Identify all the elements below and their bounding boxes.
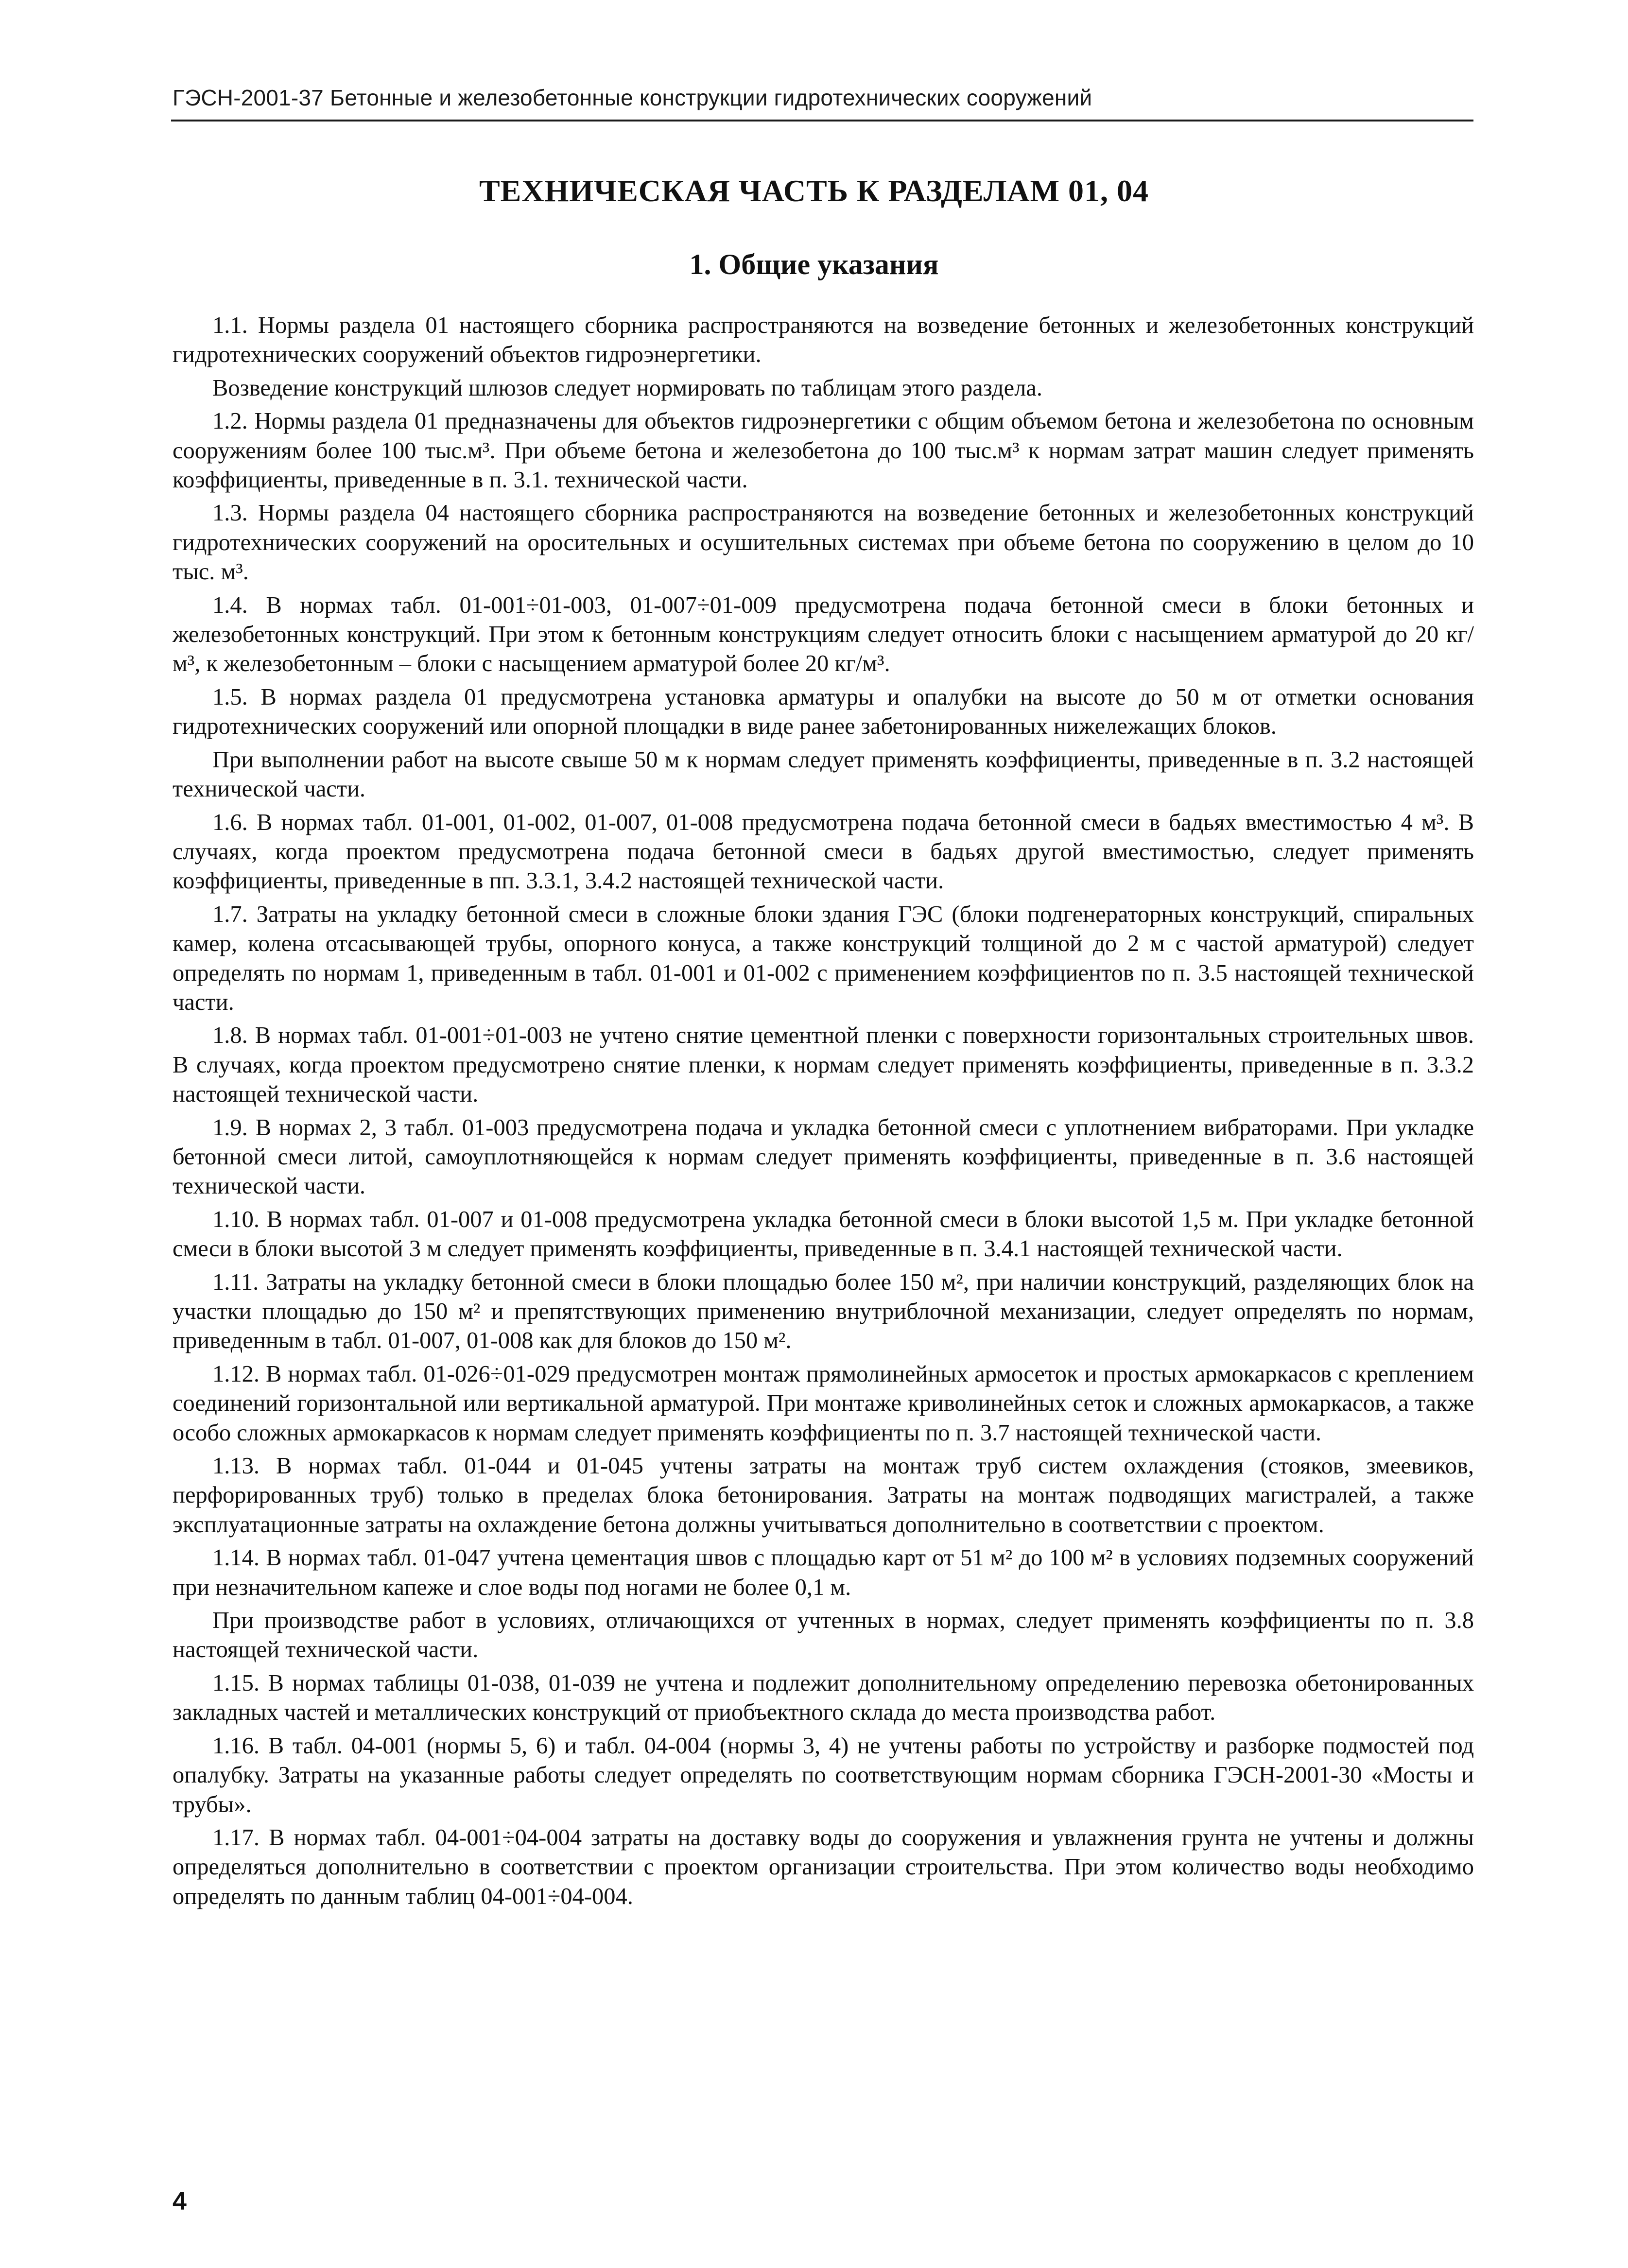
paragraph: 1.3. Нормы раздела 04 настоящего сборника распространяются на возведение бетонных и железобетонных конструкций гидротехнических сооружений на оросительных и осушительных системах при объеме бетона по сооружению в целом до 10 тыс. м³. [173, 500, 1474, 585]
body-text [173, 311, 1474, 1911]
paragraph: 1.7. Затраты на укладку бетонной смеси в сложные блоки здания ГЭС (блоки подгенераторных конструкций, спиральных камер, колена отсасывающей трубы, опорного конуса, а также конструкций толщиной до 2 м с частой арматурой) следует определять по нормам 1, приведенным в табл. 01-001 и 01-002 с применением коэффициентов по п. 3.5 настоящей технической части. [173, 901, 1474, 1015]
header-rule [171, 120, 1473, 121]
page-title: ТЕХНИЧЕСКАЯ ЧАСТЬ К РАЗДЕЛАМ 01, 04 [479, 173, 1149, 208]
paragraph: 1.6. В нормах табл. 01-001, 01-002, 01-007, 01-008 предусмотрена подача бетонной смеси в бадьях вместимостью 4 м³. В случаях, когда проектом предусмотрена подача бетонной смеси в бадьях другой вместимостью, следует применять коэффициенты, приведенные в пп. 3.3.1, 3.4.2 настоящей технической части. [173, 809, 1474, 894]
paragraph: При производстве работ в условиях, отличающихся от учтенных в нормах, следует применять коэффициенты по п. 3.8 настоящей технической части. [173, 1608, 1474, 1663]
paragraph: 1.9. В нормах 2, 3 табл. 01-003 предусмотрена подача и укладка бетонной смеси с уплотнением вибраторами. При укладке бетонной смеси литой, самоуплотняющейся к нормам следует применять коэффициенты, приведенные в п. 3.6 настоящей технической части. [173, 1114, 1474, 1199]
paragraph: 1.8. В нормах табл. 01-001÷01-003 не учтено снятие цементной пленки с поверхности горизонтальных строительных швов. В случаях, когда проектом предусмотрено снятие пленки, к нормам следует применять коэффициенты, приведенные в п. 3.3.2 настоящей технической части. [173, 1022, 1474, 1108]
paragraph: 1.5. В нормах раздела 01 предусмотрена установка арматуры и опалубки на высоте до 50 м от отметки основания гидротехнических сооружений или опорной площадки в виде ранее забетонированных нижележащих блоков. [173, 684, 1474, 740]
paragraph: 1.1. Нормы раздела 01 настоящего сборника распространяются на возведение бетонных и железобетонных конструкций гидротехнических сооружений объектов гидроэнергетики. [173, 312, 1474, 368]
page-number: 4 [173, 2187, 187, 2216]
paragraph: При выполнении работ на высоте свыше 50 м к нормам следует применять коэффициенты, приведенные в п. 3.2 настоящей технической части. [173, 746, 1474, 802]
paragraph: 1.15. В нормах таблицы 01-038, 01-039 не учтена и подлежит дополнительному определению перевозка обетонированных закладных частей и металлических конструкций от приобъектного склада до места производства работ. [173, 1670, 1474, 1726]
section-title: 1. Общие указания [689, 248, 939, 280]
paragraph: 1.11. Затраты на укладку бетонной смеси в блоки площадью более 150 м², при наличии конструкций, разделяющих блок на участки площадью до 150 м² и препятствующих применению внутриблочной механизации, следует определять по нормам, приведенным в табл. 01-007, 01-008 как для блоков до 150 м². [173, 1269, 1474, 1354]
paragraph: 1.12. В нормах табл. 01-026÷01-029 предусмотрен монтаж прямолинейных армосеток и простых армокаркасов с креплением соединений горизонтальной или вертикальной арматурой. При монтаже криволинейных сеток и сложных армокаркасов, а также особо сложных армокаркасов к нормам следует применять коэффициенты по п. 3.7 настоящей технической части. [173, 1361, 1474, 1446]
paragraph: 1.14. В нормах табл. 01-047 учтена цементация швов с площадью карт от 51 м² до 100 м² в условиях подземных сооружений при незначительном капеже и слое воды под ногами не более 0,1 м. [173, 1545, 1474, 1600]
paragraph: 1.13. В нормах табл. 01-044 и 01-045 учтены затраты на монтаж труб систем охлаждения (стояков, змеевиков, перфорированных труб) только в пределах блока бетонирования. Затраты на монтаж подводящих магистралей, а также эксплуатационные затраты на охлаждение бетона должны учитываться дополнительно в соответствии с проектом. [173, 1453, 1474, 1538]
running-header: ГЭСН-2001-37 Бетонные и железобетонные конструкции гидротехнических сооружений [173, 85, 1092, 110]
paragraph: 1.2. Нормы раздела 01 предназначены для объектов гидроэнергетики с общим объемом бетона и железобетона по основным сооружениям более 100 тыс.м³. При объеме бетона и железобетона до 100 тыс.м³ к нормам затрат машин следует применять коэффициенты, приведенные в п. 3.1. технической части. [173, 408, 1474, 493]
paragraph: 1.10. В нормах табл. 01-007 и 01-008 предусмотрена укладка бетонной смеси в блоки высотой 1,5 м. При укладке бетонной смеси в блоки высотой 3 м следует применять коэффициенты, приведенные в п. 3.4.1 настоящей технической части. [173, 1206, 1474, 1262]
paragraph: 1.4. В нормах табл. 01-001÷01-003, 01-007÷01-009 предусмотрена подача бетонной смеси в блоки бетонных и железобетонных конструкций. При этом к бетонным конструкциям следует относить блоки с насыщением арматурой до 20 кг/м³, к железобетонным – блоки с насыщением арматурой более 20 кг/м³. [173, 592, 1474, 677]
paragraph: Возведение конструкций шлюзов следует нормировать по таблицам этого раздела. [212, 375, 1042, 401]
paragraph: 1.17. В нормах табл. 04-001÷04-004 затраты на доставку воды до сооружения и увлажнения грунта не учтены и должны определяться дополнительно в соответствии с проектом организации строительства. При этом количество воды необходимо определять по данным таблиц 04-001÷04-004. [173, 1824, 1474, 1909]
paragraph: 1.16. В табл. 04-001 (нормы 5, 6) и табл. 04-004 (нормы 3, 4) не учтены работы по устройству и разборке подмостей под опалубку. Затраты на указанные работы следует определять по соответствующим нормам сборника ГЭСН-2001-30 «Мосты и трубы». [173, 1732, 1474, 1818]
